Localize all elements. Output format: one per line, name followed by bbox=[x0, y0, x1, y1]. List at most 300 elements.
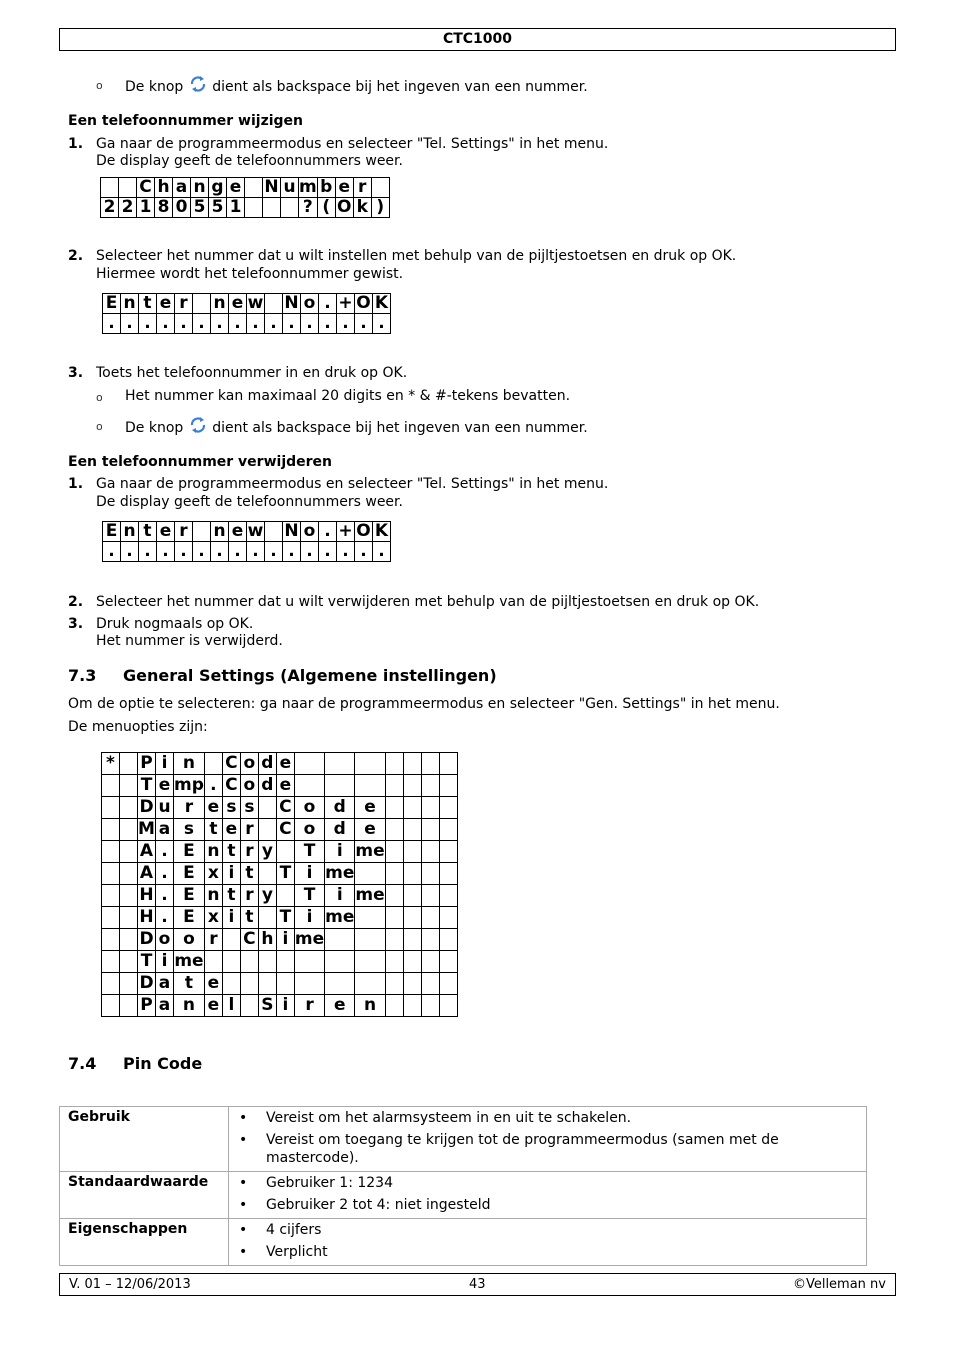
lcd-cell: . bbox=[139, 542, 157, 562]
lcd-cell: K bbox=[373, 294, 391, 314]
list-item: • Vereist om toegang te krijgen tot de programmeermodus (samen met de mastercode). bbox=[229, 1131, 866, 1167]
menu-cell: . bbox=[156, 885, 174, 907]
menu-cell bbox=[439, 819, 457, 841]
lcd-cell: w bbox=[247, 293, 264, 313]
lcd-cell: g bbox=[209, 178, 227, 198]
menu-cell: s bbox=[174, 819, 205, 841]
lcd-cell: t bbox=[139, 522, 157, 542]
menu-cell bbox=[240, 995, 258, 1017]
lcd-cell: . bbox=[265, 314, 283, 334]
menu-cell bbox=[294, 951, 324, 973]
lcd-cell: . bbox=[211, 314, 229, 334]
lcd-cell: . bbox=[319, 314, 337, 334]
lcd-cell: . bbox=[373, 314, 391, 334]
lcd-cell: . bbox=[283, 542, 301, 562]
menu-cell bbox=[355, 929, 385, 951]
menu-cell bbox=[385, 841, 403, 863]
menu-cell: T bbox=[294, 841, 324, 863]
menu-cell bbox=[403, 929, 421, 951]
menu-cell bbox=[120, 907, 138, 929]
lcd-cell: K bbox=[373, 522, 391, 542]
circle-bullet-icon: o bbox=[96, 391, 103, 404]
lcd-cell: . bbox=[103, 314, 121, 334]
menu-cell bbox=[385, 863, 403, 885]
section-number-7-3: 7.3 bbox=[68, 666, 97, 685]
menu-cell: C bbox=[276, 819, 294, 841]
menu-cell: o bbox=[240, 753, 258, 775]
menu-cell: d bbox=[325, 819, 355, 841]
refresh-arrows-icon bbox=[188, 416, 208, 434]
menu-cell: T bbox=[276, 907, 294, 929]
footer-copyright: ©Velleman nv bbox=[792, 1277, 886, 1292]
lcd-cell: + bbox=[338, 521, 353, 541]
menu-cell: E bbox=[174, 907, 205, 929]
lcd-cell bbox=[101, 178, 119, 198]
lcd-cell: 1 bbox=[137, 198, 155, 218]
menu-cell bbox=[222, 929, 240, 951]
lcd-row-1 bbox=[101, 178, 390, 198]
table-row bbox=[60, 1172, 867, 1219]
menu-cell bbox=[120, 929, 138, 951]
menu-cell bbox=[403, 995, 421, 1017]
menu-cell: t bbox=[222, 885, 240, 907]
menu-cell: me bbox=[294, 929, 325, 949]
table-label: Eigenschappen bbox=[60, 1219, 229, 1266]
menu-cell: C bbox=[276, 797, 294, 819]
menu-cell bbox=[120, 995, 138, 1017]
menu-cell: S bbox=[258, 995, 276, 1017]
menu-cell bbox=[403, 885, 421, 907]
menu-cell: t bbox=[240, 863, 258, 885]
menu-cell bbox=[120, 753, 138, 775]
table-cell bbox=[229, 1219, 867, 1266]
menu-cell bbox=[439, 951, 457, 973]
footer-version: V. 01 – 12/06/2013 bbox=[69, 1277, 191, 1292]
menu-cell: e bbox=[156, 775, 174, 797]
lcd-cell: r bbox=[175, 522, 193, 542]
menu-cell bbox=[102, 863, 120, 885]
lcd-cell bbox=[371, 178, 389, 198]
lcd-cell: ( bbox=[317, 198, 335, 218]
lcd-cell: O bbox=[336, 197, 352, 217]
lcd-cell: n bbox=[211, 294, 229, 314]
menu-cell bbox=[120, 951, 138, 973]
lcd-cell: w bbox=[247, 521, 264, 541]
menu-cell bbox=[258, 973, 276, 995]
menu-cell bbox=[421, 951, 439, 973]
lcd-cell: e bbox=[229, 294, 247, 314]
menu-cell: e bbox=[355, 819, 385, 841]
section-heading-change: Een telefoonnummer wijzigen bbox=[68, 113, 304, 129]
lcd-cell: m bbox=[299, 177, 317, 197]
menu-cell bbox=[385, 973, 403, 995]
menu-cell: i bbox=[222, 863, 240, 885]
menu-cell bbox=[120, 885, 138, 907]
lcd-cell: o bbox=[301, 294, 319, 314]
menu-cell bbox=[385, 885, 403, 907]
step-number: 1. bbox=[68, 476, 84, 492]
menu-cell bbox=[403, 775, 421, 797]
menu-cell: d bbox=[258, 775, 276, 797]
lcd-cell: E bbox=[103, 522, 121, 542]
menu-row bbox=[102, 863, 458, 885]
menu-cell: d bbox=[325, 797, 355, 819]
page-header bbox=[59, 28, 896, 51]
pin-code-table bbox=[59, 1106, 867, 1266]
menu-cell bbox=[120, 797, 138, 819]
lcd-cell bbox=[281, 198, 299, 218]
menu-cell bbox=[385, 775, 403, 797]
menu-cell bbox=[385, 753, 403, 775]
menu-cell: n bbox=[204, 841, 222, 863]
lcd-cell: 0 bbox=[173, 198, 191, 218]
menu-cell: me bbox=[355, 841, 385, 861]
menu-cell bbox=[102, 995, 120, 1017]
menu-cell bbox=[439, 863, 457, 885]
menu-cell: n bbox=[355, 995, 385, 1017]
menu-cell: E bbox=[174, 863, 205, 885]
lcd-cell: 1 bbox=[227, 198, 245, 218]
menu-cell: o bbox=[156, 929, 174, 951]
menu-cell bbox=[421, 929, 439, 951]
lcd-cell: . bbox=[247, 314, 265, 334]
lcd-cell: ? bbox=[299, 198, 318, 218]
lcd-cell: . bbox=[319, 522, 337, 542]
menu-cell: i bbox=[276, 929, 294, 951]
menu-row bbox=[102, 753, 458, 775]
menu-cell bbox=[102, 907, 120, 929]
menu-cell: . bbox=[156, 841, 174, 863]
menu-cell bbox=[439, 797, 457, 819]
menu-cell bbox=[403, 819, 421, 841]
table-cell bbox=[229, 1107, 867, 1172]
lcd-cell: . bbox=[301, 314, 319, 334]
menu-cell bbox=[325, 929, 355, 951]
menu-cell: i bbox=[294, 907, 324, 929]
section-title-7-4: Pin Code bbox=[123, 1054, 203, 1073]
menu-cell: . bbox=[156, 907, 174, 929]
menu-cell: D bbox=[139, 973, 154, 993]
menu-row bbox=[102, 775, 458, 797]
menu-cell bbox=[421, 885, 439, 907]
menu-cell: me bbox=[325, 907, 355, 927]
step-text: De display geeft de telefoonnummers weer. bbox=[96, 494, 403, 510]
lcd-cell: C bbox=[137, 178, 155, 198]
menu-cell: r bbox=[240, 885, 258, 907]
menu-cell bbox=[276, 885, 294, 907]
lcd-cell bbox=[245, 198, 263, 218]
circle-bullet-icon: o bbox=[96, 79, 103, 92]
menu-cell: D bbox=[139, 929, 154, 949]
menu-cell: r bbox=[174, 797, 205, 819]
lcd-cell: . bbox=[355, 542, 373, 562]
menu-cell bbox=[355, 907, 385, 929]
menu-cell bbox=[439, 995, 457, 1017]
menu-cell bbox=[325, 951, 355, 973]
step-text: Hiermee wordt het telefoonnummer gewist. bbox=[96, 266, 404, 282]
menu-cell: C bbox=[222, 753, 240, 775]
step-text: Het nummer is verwijderd. bbox=[96, 633, 283, 649]
menu-cell bbox=[102, 819, 120, 841]
menu-cell: t bbox=[240, 907, 258, 929]
menu-cell bbox=[102, 885, 120, 907]
menu-cell bbox=[385, 819, 403, 841]
lcd-cell: N bbox=[264, 177, 279, 197]
lcd-cell: . bbox=[373, 542, 391, 562]
lcd-cell bbox=[245, 178, 263, 198]
lcd-row-1 bbox=[103, 522, 391, 542]
menu-cell bbox=[120, 775, 138, 797]
menu-cell bbox=[385, 995, 403, 1017]
menu-cell: P bbox=[138, 995, 156, 1017]
menu-cell bbox=[421, 841, 439, 863]
menu-cell: s bbox=[240, 797, 258, 819]
menu-cell bbox=[102, 797, 120, 819]
lcd-cell bbox=[119, 178, 137, 198]
paragraph: Om de optie te selecteren: ga naar de programmeermodus en selecteer "Gen. Settings" in het menu. bbox=[68, 696, 780, 712]
menu-cell bbox=[439, 753, 457, 775]
menu-cell bbox=[421, 973, 439, 995]
lcd-cell: n bbox=[191, 178, 209, 198]
menu-cell: e bbox=[276, 753, 294, 775]
menu-cell bbox=[222, 951, 240, 973]
lcd-cell: h bbox=[155, 178, 173, 198]
menu-cell bbox=[403, 753, 421, 775]
lcd-cell bbox=[265, 294, 283, 314]
lcd-cell: u bbox=[281, 178, 299, 198]
menu-cell: E bbox=[174, 885, 205, 907]
lcd-cell: a bbox=[173, 178, 191, 198]
lcd-cell: . bbox=[319, 294, 337, 314]
lcd-cell: e bbox=[335, 178, 353, 198]
intro-text-before: De knop bbox=[125, 79, 184, 95]
step-text: Ga naar de programmeermodus en selecteer "Tel. Settings" in het menu. bbox=[96, 476, 609, 492]
menu-cell bbox=[102, 951, 120, 973]
intro-text-after: dient als backspace bij het ingeven van een nummer. bbox=[212, 79, 588, 95]
menu-cell: . bbox=[204, 775, 222, 797]
menu-cell: e bbox=[325, 995, 355, 1017]
lcd-cell: o bbox=[301, 522, 319, 542]
menu-cell: T bbox=[138, 951, 156, 973]
lcd-row-2 bbox=[103, 314, 391, 334]
menu-cell: e bbox=[355, 797, 385, 819]
menu-cell: a bbox=[156, 819, 174, 841]
menu-cell bbox=[403, 973, 421, 995]
menu-cell: C bbox=[240, 929, 258, 951]
lcd-cell: . bbox=[265, 542, 283, 562]
lcd-cell: . bbox=[337, 542, 355, 562]
menu-cell: r bbox=[294, 995, 324, 1017]
menu-cell: t bbox=[204, 819, 222, 841]
menu-row bbox=[102, 841, 458, 863]
menu-cell: C bbox=[222, 775, 240, 797]
menu-row bbox=[102, 973, 458, 995]
menu-cell: i bbox=[325, 885, 355, 907]
menu-cell bbox=[120, 863, 138, 885]
menu-cell bbox=[355, 951, 385, 973]
menu-cell: i bbox=[156, 951, 174, 973]
lcd-cell: t bbox=[139, 294, 157, 314]
menu-cell bbox=[102, 841, 120, 863]
lcd-display-change-number bbox=[100, 177, 390, 218]
menu-row bbox=[102, 951, 458, 973]
menu-cell bbox=[439, 973, 457, 995]
lcd-cell: + bbox=[338, 293, 353, 313]
menu-cell bbox=[439, 885, 457, 907]
lcd-cell: . bbox=[319, 542, 337, 562]
step-number: 3. bbox=[68, 616, 84, 632]
menu-cell bbox=[355, 775, 385, 797]
menu-cell: x bbox=[204, 863, 222, 885]
menu-cell: n bbox=[204, 885, 222, 907]
lcd-cell: r bbox=[175, 294, 193, 314]
lcd-cell: O bbox=[356, 521, 371, 541]
lcd-cell: . bbox=[175, 314, 193, 334]
menu-cell bbox=[385, 951, 403, 973]
lcd-cell: . bbox=[103, 542, 121, 562]
table-label: Standaardwaarde bbox=[60, 1172, 229, 1219]
menu-cell: P bbox=[138, 753, 156, 775]
menu-row bbox=[102, 819, 458, 841]
list-item: • Gebruiker 1: 1234 bbox=[229, 1174, 866, 1192]
menu-cell: me bbox=[325, 863, 355, 883]
menu-cell bbox=[120, 841, 138, 863]
lcd-cell: . bbox=[121, 314, 139, 334]
menu-row bbox=[102, 907, 458, 929]
lcd-cell: e bbox=[157, 522, 175, 542]
table-row bbox=[60, 1219, 867, 1266]
menu-cell: o bbox=[294, 797, 324, 819]
table-cell bbox=[229, 1172, 867, 1219]
lcd-cell: 2 bbox=[119, 198, 137, 218]
lcd-cell: . bbox=[229, 314, 247, 334]
menu-cell bbox=[421, 995, 439, 1017]
table-row bbox=[60, 1107, 867, 1172]
menu-cell bbox=[355, 753, 385, 775]
menu-cell: i bbox=[222, 907, 240, 929]
menu-cell bbox=[258, 819, 276, 841]
menu-cell bbox=[421, 797, 439, 819]
menu-cell bbox=[294, 775, 324, 797]
menu-cell bbox=[403, 863, 421, 885]
lcd-cell: . bbox=[121, 542, 139, 562]
menu-cell bbox=[439, 775, 457, 797]
paragraph: De menuopties zijn: bbox=[68, 719, 208, 735]
menu-cell: y bbox=[258, 885, 276, 907]
section-title-7-3: General Settings (Algemene instellingen) bbox=[123, 666, 497, 685]
table-label: Gebruik bbox=[60, 1107, 229, 1172]
lcd-cell: r bbox=[353, 178, 371, 198]
lcd-cell: k bbox=[353, 198, 371, 218]
menu-options-grid bbox=[101, 752, 458, 1017]
menu-cell bbox=[421, 907, 439, 929]
menu-cell: i bbox=[156, 753, 174, 775]
step-number: 3. bbox=[68, 365, 84, 381]
menu-cell: H bbox=[139, 907, 154, 927]
menu-cell bbox=[120, 973, 138, 995]
sub-bullet-backspace bbox=[125, 416, 588, 437]
lcd-cell: E bbox=[103, 294, 121, 314]
menu-cell: y bbox=[258, 841, 276, 863]
step-text: Selecteer het nummer dat u wilt instellen met behulp van de pijltjestoetsen en druk op OK. bbox=[96, 248, 737, 264]
lcd-cell: N bbox=[284, 293, 299, 313]
lcd-cell: . bbox=[193, 314, 211, 334]
lcd-cell: 5 bbox=[209, 198, 227, 218]
list-item: • 4 cijfers bbox=[229, 1221, 866, 1239]
menu-cell: h bbox=[258, 929, 276, 951]
menu-cell: e bbox=[204, 995, 222, 1017]
page-footer bbox=[59, 1273, 896, 1296]
menu-cell: x bbox=[204, 907, 222, 929]
menu-cell: T bbox=[138, 775, 156, 797]
menu-cell bbox=[385, 907, 403, 929]
menu-cell: t bbox=[222, 841, 240, 863]
lcd-cell: 2 bbox=[101, 198, 119, 218]
menu-cell: e bbox=[276, 775, 294, 797]
menu-row bbox=[102, 885, 458, 907]
lcd-cell: n bbox=[121, 522, 139, 542]
menu-cell bbox=[421, 775, 439, 797]
menu-cell: a bbox=[156, 973, 174, 995]
menu-cell bbox=[276, 951, 294, 973]
menu-cell bbox=[403, 907, 421, 929]
menu-cell bbox=[222, 973, 240, 995]
menu-cell: H bbox=[139, 885, 154, 905]
menu-cell bbox=[258, 863, 276, 885]
menu-cell bbox=[385, 797, 403, 819]
menu-cell bbox=[325, 753, 355, 775]
header-title: CTC1000 bbox=[442, 31, 513, 47]
lcd-display-enter-number bbox=[102, 293, 391, 334]
menu-cell: a bbox=[156, 995, 174, 1017]
lcd-cell: N bbox=[284, 521, 299, 541]
step-text: De display geeft de telefoonnummers weer. bbox=[96, 153, 403, 169]
menu-cell bbox=[439, 841, 457, 863]
lcd-cell: ) bbox=[371, 198, 389, 218]
lcd-cell: e bbox=[227, 178, 245, 198]
lcd-cell: . bbox=[139, 314, 157, 334]
menu-cell bbox=[421, 863, 439, 885]
list-item: • Gebruiker 2 tot 4: niet ingesteld bbox=[229, 1196, 866, 1214]
sub-bullet-text-after: dient als backspace bij het ingeven van een nummer. bbox=[212, 420, 588, 436]
menu-cell: r bbox=[240, 819, 258, 841]
menu-cell: u bbox=[156, 797, 174, 819]
menu-cell bbox=[258, 797, 276, 819]
lcd-cell bbox=[263, 198, 281, 218]
menu-cell bbox=[294, 753, 324, 775]
menu-cell bbox=[385, 929, 403, 951]
lcd-cell bbox=[193, 294, 211, 314]
menu-cell bbox=[258, 907, 276, 929]
intro-bullet bbox=[125, 75, 588, 96]
menu-cell: r bbox=[204, 929, 222, 951]
menu-cell: i bbox=[276, 995, 294, 1017]
menu-row bbox=[102, 929, 458, 951]
menu-cell bbox=[276, 841, 294, 863]
menu-cell: n bbox=[174, 995, 205, 1017]
lcd-cell: e bbox=[229, 522, 247, 542]
lcd-cell: . bbox=[337, 314, 355, 334]
menu-cell bbox=[325, 775, 355, 797]
menu-cell: n bbox=[174, 753, 205, 775]
menu-cell bbox=[355, 863, 385, 885]
menu-cell bbox=[276, 973, 294, 995]
menu-cell: . bbox=[156, 863, 174, 885]
menu-cell bbox=[421, 753, 439, 775]
menu-cell: o bbox=[174, 929, 205, 951]
menu-cell bbox=[325, 973, 355, 995]
menu-cell: o bbox=[240, 775, 258, 797]
